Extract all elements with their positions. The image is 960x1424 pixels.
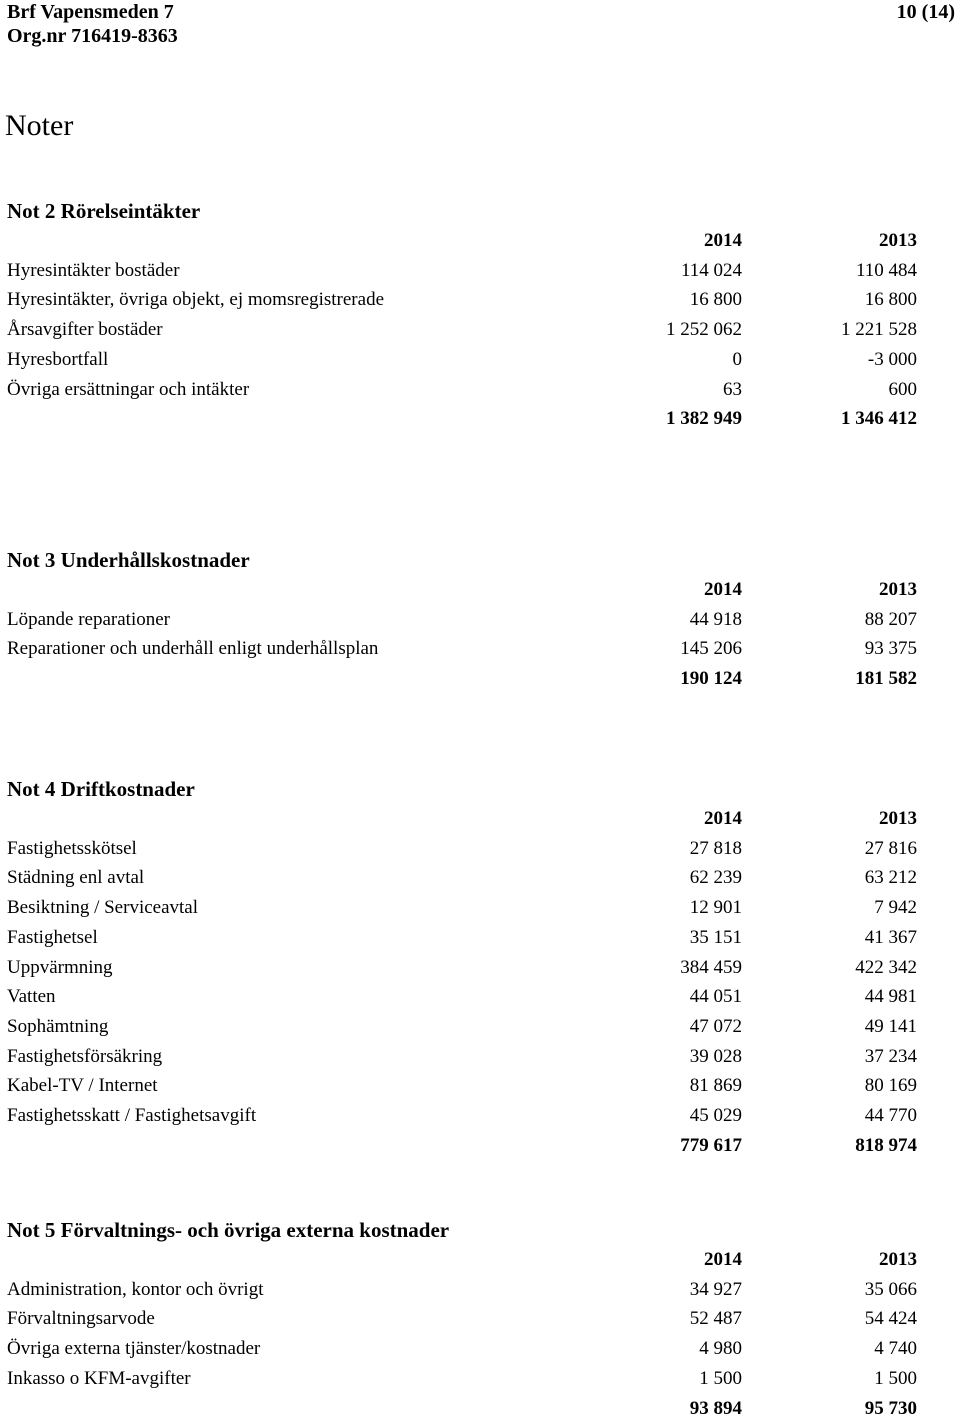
value-2013: 63 212 — [864, 867, 917, 889]
row-label: Administration, kontor och övrigt — [7, 1278, 264, 1300]
row-label: Hyresintäkter, övriga objekt, ej momsregistrerade — [7, 289, 385, 311]
row-label: Städning enl avtal — [7, 867, 145, 889]
table-row — [0, 1334, 960, 1364]
note-title: Not 3 Underhållskostnader — [7, 548, 250, 572]
total-2014: 190 124 — [680, 668, 742, 690]
row-label: Besiktning / Serviceavtal — [7, 897, 199, 919]
value-2014: 12 901 — [689, 897, 742, 919]
total-2013: 181 582 — [855, 668, 917, 690]
row-label: Reparationer och underhåll enligt underhållsplan — [7, 638, 379, 660]
value-2014: 44 918 — [689, 608, 742, 630]
row-label: Fastighetsskötsel — [7, 837, 137, 859]
table-row — [0, 285, 960, 315]
row-label: Fastighetsel — [7, 926, 98, 948]
value-2014: 35 151 — [689, 926, 742, 948]
value-2013: -3 000 — [867, 348, 917, 370]
table-row — [0, 923, 960, 953]
table-row — [0, 605, 960, 635]
value-2013: 37 234 — [864, 1045, 917, 1067]
value-2013: 1 500 — [874, 1367, 917, 1389]
total-row — [0, 1394, 960, 1424]
row-label: Förvaltningsarvode — [7, 1308, 155, 1330]
value-2013: 7 942 — [874, 897, 917, 919]
table-row — [0, 893, 960, 923]
row-label: Löpande reparationer — [7, 608, 170, 630]
value-2013: 93 375 — [864, 638, 917, 660]
value-2013: 35 066 — [864, 1278, 917, 1300]
value-2013: 422 342 — [855, 956, 917, 978]
value-2014: 52 487 — [689, 1308, 742, 1330]
value-2013: 41 367 — [864, 926, 917, 948]
table-row — [0, 1071, 960, 1101]
total-2013: 95 730 — [864, 1397, 917, 1419]
table-row — [0, 953, 960, 983]
table-row — [0, 1101, 960, 1131]
value-2014: 34 927 — [689, 1278, 742, 1300]
year-2013-header: 2013 — [879, 230, 917, 251]
value-2014: 45 029 — [689, 1105, 742, 1126]
value-2014: 145 206 — [680, 638, 742, 660]
total-row — [0, 404, 960, 434]
row-label: Uppvärmning — [7, 956, 113, 978]
table-row — [0, 863, 960, 893]
value-2014: 1 500 — [699, 1367, 742, 1389]
page-number: 10 (14) — [896, 1, 955, 23]
row-label: Kabel-TV / Internet — [7, 1075, 158, 1097]
table-row — [0, 345, 960, 375]
table-row — [0, 1012, 960, 1042]
year-2014-header: 2014 — [704, 230, 742, 251]
table-row — [0, 375, 960, 405]
value-2014: 384 459 — [680, 956, 742, 978]
value-2014: 0 — [732, 348, 742, 370]
row-label: Övriga ersättningar och intäkter — [7, 378, 250, 400]
year-header-row — [0, 1245, 960, 1275]
value-2013: 600 — [888, 378, 917, 400]
year-2014-header: 2014 — [704, 579, 742, 600]
value-2014: 27 818 — [689, 837, 742, 859]
value-2014: 62 239 — [689, 867, 742, 889]
year-header-row — [0, 226, 960, 256]
value-2014: 39 028 — [689, 1045, 742, 1067]
value-2014: 47 072 — [689, 1015, 742, 1037]
value-2013: 88 207 — [864, 608, 917, 630]
value-2013: 44 770 — [864, 1105, 917, 1126]
value-2013: 54 424 — [864, 1308, 917, 1330]
note-title: Not 4 Driftkostnader — [7, 777, 195, 801]
note-title: Not 5 Förvaltnings- och övriga externa kostnader — [7, 1218, 450, 1242]
organization-number: Org.nr 716419-8363 — [7, 25, 178, 47]
table-row — [0, 1364, 960, 1394]
row-label: Övriga externa tjänster/kostnader — [7, 1338, 261, 1360]
value-2014: 4 980 — [699, 1338, 742, 1360]
row-label: Inkasso o KFM-avgifter — [7, 1367, 191, 1389]
value-2014: 63 — [723, 378, 742, 400]
value-2013: 49 141 — [864, 1015, 917, 1037]
total-2013: 818 974 — [855, 1134, 917, 1156]
value-2014: 1 252 062 — [666, 319, 742, 341]
total-2013: 1 346 412 — [841, 408, 917, 430]
table-row — [0, 834, 960, 864]
table-row — [0, 315, 960, 345]
value-2013: 80 169 — [864, 1075, 917, 1097]
value-2014: 16 800 — [689, 289, 742, 311]
value-2013: 1 221 528 — [841, 319, 917, 341]
page-title: Noter — [5, 109, 74, 142]
year-2013-header: 2013 — [879, 808, 917, 829]
value-2013: 4 740 — [874, 1338, 917, 1360]
year-2014-header: 2014 — [704, 808, 742, 829]
row-label: Hyresbortfall — [7, 348, 109, 370]
table-row — [0, 1304, 960, 1334]
row-label: Sophämtning — [7, 1015, 109, 1037]
total-2014: 779 617 — [680, 1134, 742, 1156]
table-row — [0, 1275, 960, 1305]
value-2014: 44 051 — [689, 986, 742, 1008]
year-2013-header: 2013 — [879, 1249, 917, 1270]
row-label: Fastighetsförsäkring — [7, 1045, 163, 1067]
table-row — [0, 634, 960, 664]
value-2013: 44 981 — [864, 986, 917, 1008]
year-2014-header: 2014 — [704, 1249, 742, 1270]
row-label: Årsavgifter bostäder — [7, 319, 163, 341]
note-title: Not 2 Rörelseintäkter — [7, 199, 201, 223]
year-2013-header: 2013 — [879, 579, 917, 600]
year-header-row — [0, 804, 960, 834]
row-label: Fastighetsskatt / Fastighetsavgift — [7, 1105, 257, 1126]
total-row — [0, 664, 960, 694]
value-2014: 114 024 — [680, 259, 742, 281]
table-row — [0, 982, 960, 1012]
value-2013: 27 816 — [864, 837, 917, 859]
total-row — [0, 1131, 960, 1161]
table-row — [0, 1042, 960, 1072]
row-label: Vatten — [7, 986, 56, 1008]
value-2013: 16 800 — [864, 289, 917, 311]
value-2014: 81 869 — [689, 1075, 742, 1097]
value-2013: 110 484 — [855, 259, 917, 281]
total-2014: 93 894 — [689, 1397, 742, 1419]
total-2014: 1 382 949 — [666, 408, 742, 430]
year-header-row — [0, 575, 960, 605]
organization-name: Brf Vapensmeden 7 — [7, 1, 174, 23]
row-label: Hyresintäkter bostäder — [7, 259, 180, 281]
table-row — [0, 256, 960, 286]
